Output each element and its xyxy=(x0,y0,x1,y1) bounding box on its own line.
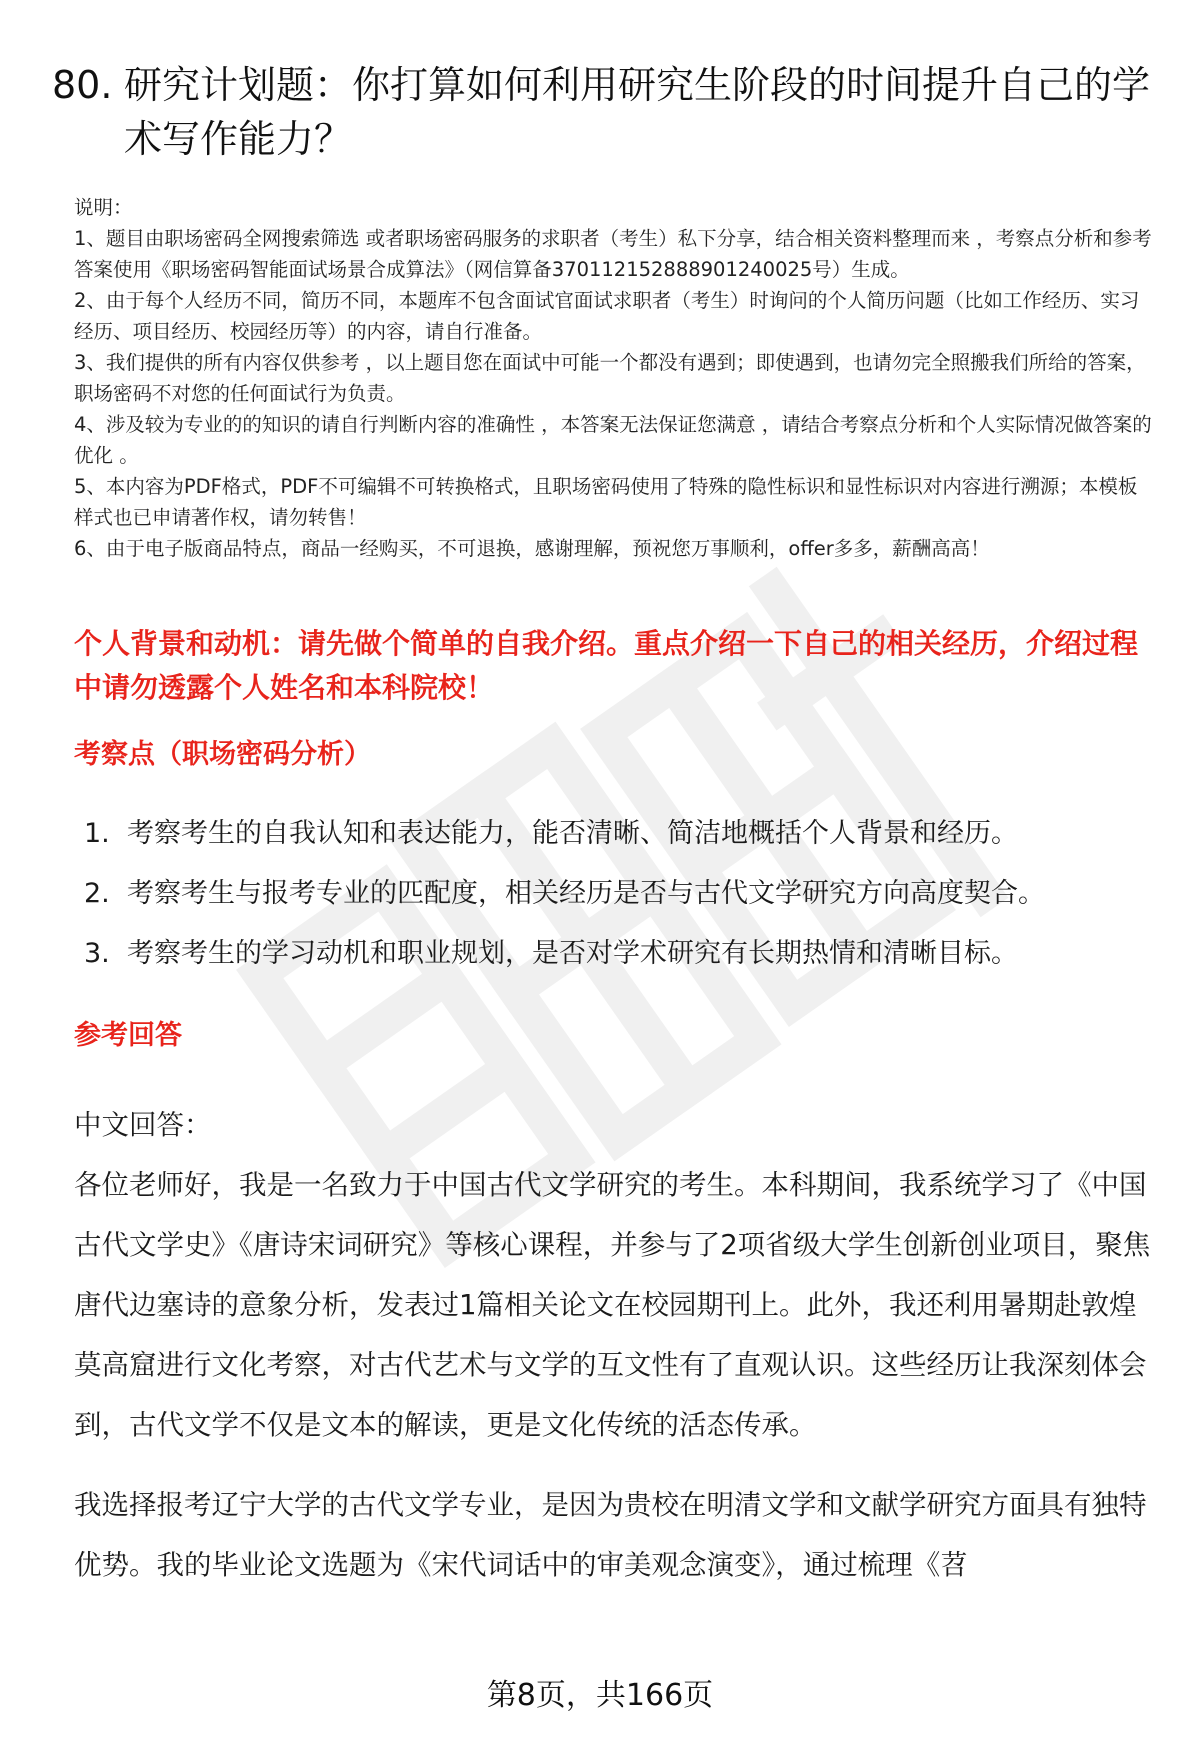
point-number: 1. xyxy=(84,818,110,849)
notes-section xyxy=(74,192,1154,564)
background-heading: 个人背景和动机：请先做个简单的自我介绍。重点介绍一下自己的相关经历，介绍过程中请勿透露个人姓名和本科院校！ xyxy=(74,627,1139,704)
notes-label: 说明： xyxy=(74,196,133,219)
list-item xyxy=(84,875,1164,913)
answer-paragraph: 各位老师好，我是一名致力于中国古代文学研究的考生。本科期间，我系统学习了《中国古代文学史》《唐诗宋词研究》等核心课程，并参与了2项省级大学生创新创业项目，聚焦唐代边塞诗的意象分析，发表过1篇相关论文在校园期刊上。此外，我还利用暑期赴敦煌莫高窟进行文化考察，对古代艺术与文学的互文性有了直观认识。这些经历让我深刻体会到，古代文学不仅是文本的解读，更是文化传统的活态传承。 xyxy=(74,1169,1151,1441)
list-item xyxy=(84,815,1164,853)
analysis-heading: 考察点（职场密码分析） xyxy=(74,739,371,770)
point-number: 3. xyxy=(84,938,110,969)
analysis-points xyxy=(84,815,1164,995)
notes-item: 4、涉及较为专业的的知识的请自行判断内容的准确性 ，本答案无法保证您满意 ，请结合考察点分析和个人实际情况做答案的优化 。 xyxy=(74,413,1152,467)
notes-item: 6、由于电子版商品特点，商品一经购买，不可退换，感谢理解，预祝您万事顺利，offer多多，薪酬高高！ xyxy=(74,537,990,560)
point-number: 2. xyxy=(84,878,110,909)
reference-heading: 参考回答 xyxy=(74,1020,182,1051)
list-item xyxy=(84,935,1164,973)
question-number: 80. xyxy=(52,63,113,107)
notes-item: 5、本内容为PDF格式，PDF不可编辑不可转换格式，且职场密码使用了特殊的隐性标识和显性标识对内容进行溯源；本模板样式也已申请著作权，请勿转售！ xyxy=(74,475,1138,529)
notes-item: 3、我们提供的所有内容仅供参考 ，以上题目您在面试中可能一个都没有遇到；即使遇到，也请勿完全照搬我们所给的答案，职场密码不对您的任何面试行为负责。 xyxy=(74,351,1146,405)
page-footer: 第8页，共166页 xyxy=(486,1678,714,1713)
answer-label: 中文回答： xyxy=(74,1109,212,1141)
point-text: 考察考生的学习动机和职业规划，是否对学术研究有长期热情和清晰目标。 xyxy=(127,938,1018,969)
question-title xyxy=(52,58,1152,166)
point-text: 考察考生与报考专业的匹配度，相关经历是否与古代文学研究方向高度契合。 xyxy=(127,878,1045,909)
answer-body xyxy=(74,1095,1154,1595)
notes-item: 2、由于每个人经历不同，简历不同，本题库不包含面试官面试求职者（考生）时询问的个人简历问题（比如工作经历、实习经历、项目经历、校园经历等）的内容，请自行准备。 xyxy=(74,289,1140,343)
question-text: 研究计划题：你打算如何利用研究生阶段的时间提升自己的学术写作能力？ xyxy=(124,63,1151,161)
answer-paragraph: 我选择报考辽宁大学的古代文学专业，是因为贵校在明清文学和文献学研究方面具有独特优势。我的毕业论文选题为《宋代词话中的审美观念演变》，通过梳理《苕 xyxy=(74,1489,1147,1581)
point-text: 考察考生的自我认知和表达能力，能否清晰、简洁地概括个人背景和经历。 xyxy=(127,818,1018,849)
notes-item: 1、题目由职场密码全网搜索筛选 或者职场密码服务的求职者（考生）私下分享，结合相关资料整理而来 ，考察点分析和参考答案使用《职场密码智能面试场景合成算法》（网信算备370112152888901240025号）生成。 xyxy=(74,227,1152,281)
